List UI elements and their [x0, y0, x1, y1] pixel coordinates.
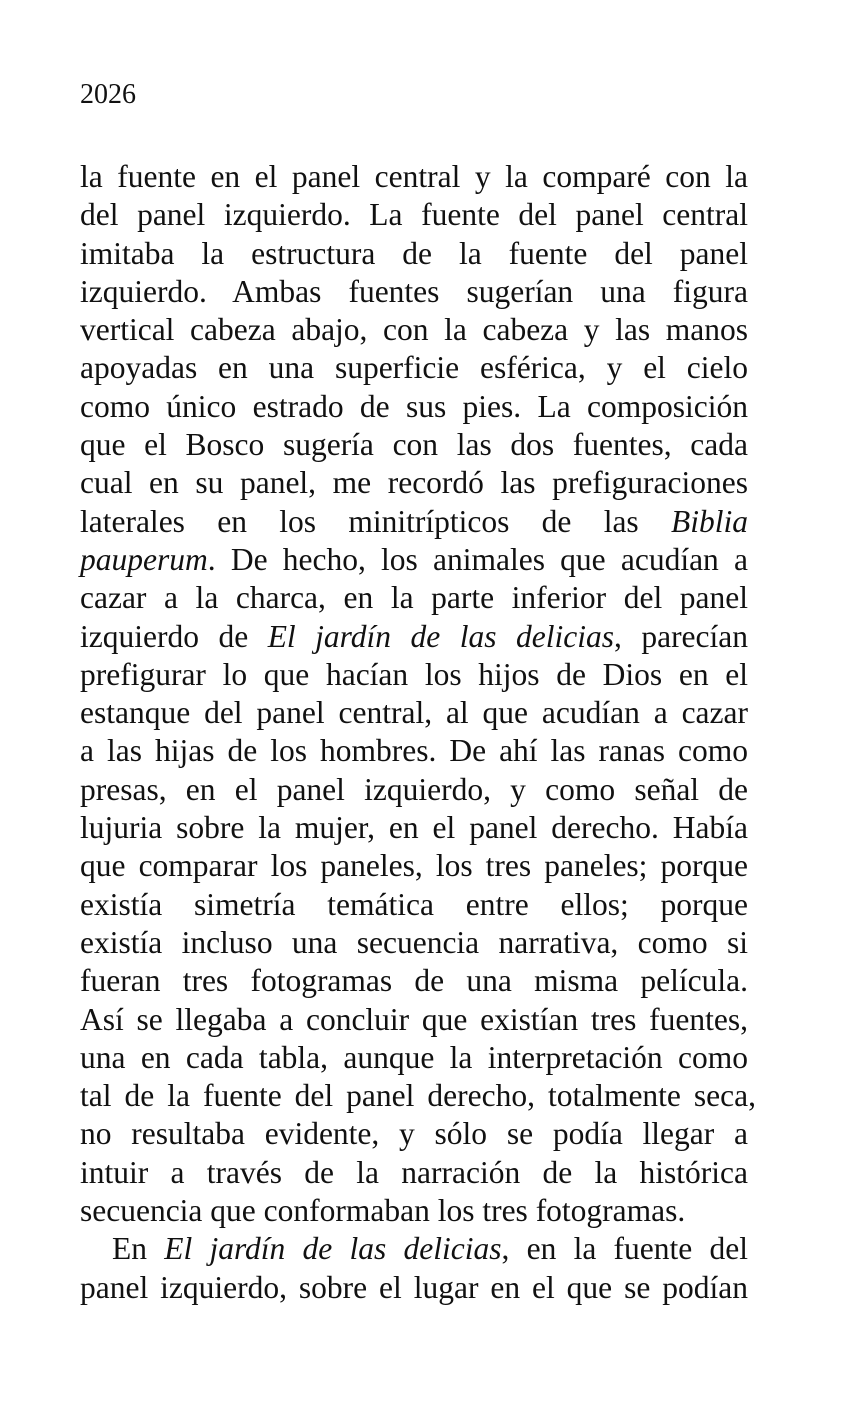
text-segment: que comparar los paneles, los tres paneles; porque [80, 848, 748, 884]
text-line [80, 732, 748, 770]
text-line [80, 886, 748, 924]
text-line [80, 388, 748, 426]
text-line [80, 924, 748, 962]
italic-text: El jardín de las delicias [164, 1231, 502, 1267]
text-segment: una en cada tabla, aunque la interpretación como [80, 1039, 748, 1075]
text-segment: la fuente en el panel central y la comparé con la [80, 159, 748, 194]
text-line [80, 809, 748, 847]
text-line [80, 1269, 748, 1307]
text-line [80, 656, 748, 694]
text-segment: , parecían [613, 618, 749, 654]
text-line [80, 847, 748, 885]
text-line [80, 962, 748, 1000]
text-segment: , en la fuente del [501, 1231, 748, 1267]
text-segment: presas, en el panel izquierdo, y como señal de [80, 771, 748, 807]
text-line [80, 503, 748, 541]
text-line [80, 771, 748, 809]
text-segment: como único estrado de sus pies. La composición [80, 388, 748, 424]
text-segment: del panel izquierdo. La fuente del panel central [80, 197, 748, 233]
text-segment: fueran tres fotogramas de una misma película. [80, 963, 748, 999]
text-line [80, 1039, 748, 1077]
text-segment: lujuria sobre la mujer, en el panel derecho. Había [80, 810, 748, 846]
text-line [80, 1154, 748, 1192]
text-segment: cual en su panel, me recordó las prefiguraciones [80, 465, 748, 501]
text-line [80, 235, 748, 273]
text-line [80, 1192, 748, 1230]
text-segment: Así se llegaba a concluir que existían tres fuentes, [80, 1001, 748, 1037]
text-segment: existía simetría temática entre ellos; porque [80, 886, 748, 922]
text-segment: izquierdo. Ambas fuentes sugerían una figura [80, 273, 748, 309]
text-line [80, 273, 748, 311]
italic-text: pauperum [80, 541, 208, 577]
text-line [80, 426, 748, 464]
text-segment: panel izquierdo, sobre el lugar en el que se podían [80, 1269, 748, 1305]
text-line [80, 464, 748, 502]
text-line [80, 349, 748, 387]
text-segment: secuencia que conformaban los tres fotogramas. [80, 1193, 686, 1229]
text-segment: no resultaba evidente, y sólo se podía llegar a [80, 1116, 748, 1152]
page-number: 2026 [80, 79, 136, 110]
text-line [80, 579, 748, 617]
text-segment: que el Bosco sugería con las dos fuentes, cada [80, 427, 748, 463]
text-segment: imitaba la estructura de la fuente del panel [80, 235, 748, 271]
text-line [80, 311, 748, 349]
text-segment: prefigurar lo que hacían los hijos de Dios en el [80, 656, 748, 692]
text-segment: a las hijas de los hombres. De ahí las ranas como [80, 733, 748, 769]
text-line [80, 618, 748, 656]
text-line [80, 158, 748, 196]
text-segment: tal de la fuente del panel derecho, totalmente seca, [80, 1078, 756, 1114]
text-segment: En [112, 1231, 165, 1267]
text-line [80, 1001, 748, 1039]
text-segment: intuir a través de la narración de la histórica [80, 1154, 748, 1190]
italic-text: Biblia [671, 503, 748, 539]
text-segment: estanque del panel central, al que acudían a cazar [80, 695, 748, 731]
text-segment: existía incluso una secuencia narrativa, como si [80, 924, 748, 960]
text-line [80, 541, 748, 579]
text-segment: laterales en los minitrípticos de las [80, 503, 671, 539]
text-segment: cazar a la charca, en la parte inferior del panel [80, 580, 748, 616]
text-line [80, 196, 748, 234]
text-segment: apoyadas en una superficie esférica, y el cielo [80, 350, 748, 386]
text-segment: . De hecho, los animales que acudían a [207, 541, 748, 577]
italic-text: El jardín de las delicias [267, 618, 614, 654]
paragraph [80, 158, 756, 1230]
text-segment: vertical cabeza abajo, con la cabeza y las manos [80, 312, 748, 348]
text-segment: izquierdo de [80, 618, 268, 654]
text-line [80, 1115, 748, 1153]
text-line [80, 694, 748, 732]
paragraph [80, 1230, 748, 1307]
text-line [80, 1230, 748, 1268]
text-line [80, 1077, 756, 1115]
body-text [80, 158, 756, 1307]
